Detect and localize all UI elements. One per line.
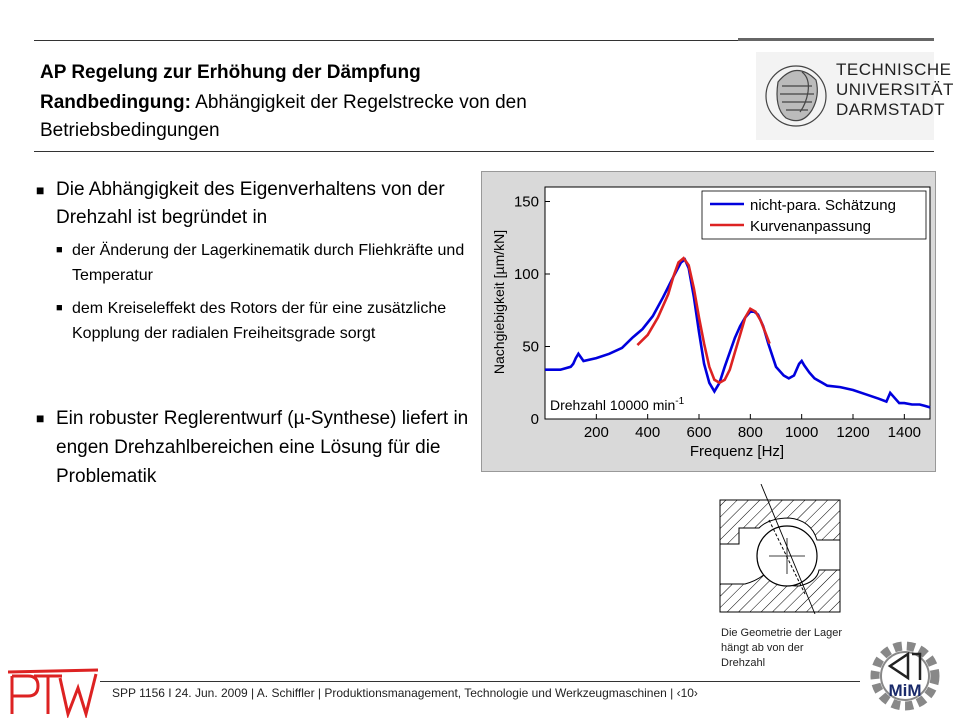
bullet-text: der Änderung der Lagerkinematik durch Fliehkräfte und Temperatur	[72, 242, 465, 284]
y-tick-label: 150	[513, 193, 539, 211]
bullet-main-1	[36, 176, 476, 232]
chart-annotation	[550, 396, 685, 413]
x-tick-label: 400	[635, 424, 661, 441]
x-axis-label: Frequenz [Hz]	[689, 443, 785, 460]
legend-label-kurvenanpassung: Kurvenanpassung	[750, 218, 871, 235]
slide-subtitle	[40, 92, 527, 114]
bullet-marker: ■	[36, 410, 45, 426]
subtitle-rest: Abhängigkeit der Regelstrecke von den	[190, 92, 527, 113]
bullet-text: dem Kreiseleffekt des Rotors der für eine zusätzliche Kopplung der radialen Freiheitsgrade sorgt	[72, 300, 447, 342]
slide-title: AP Regelung zur Erhöhung der Dämpfung	[40, 62, 421, 83]
annotation-superscript: -1	[675, 396, 685, 407]
title-underline	[34, 151, 934, 152]
bullet-sub-2	[56, 296, 466, 346]
bullet-text: Die Abhängigkeit des Eigenverhaltens von der Drehzahl ist begründet in	[56, 179, 445, 228]
y-tick-label: 0	[530, 411, 539, 428]
mim-logo	[864, 636, 946, 716]
frf-chart-panel	[481, 171, 936, 472]
bullet-sub-1	[56, 238, 466, 288]
x-tick-label: 1400	[887, 424, 922, 441]
x-tick-label: 200	[583, 424, 609, 441]
header-rule-accent	[738, 38, 934, 41]
x-tick-label: 1200	[836, 424, 870, 441]
mim-label: MiM	[888, 681, 922, 700]
footer-text: SPP 1156 I 24. Jun. 2009 | A. Schiffler | Produktionsmanagement, Technologie und Werkzeugmaschinen | ‹10›	[112, 686, 698, 700]
bullet-text: Ein robuster Reglerentwurf (µ-Synthese) liefert in engen Drehzahlbereichen eine Lösung für die Problematik	[56, 408, 469, 487]
ptw-logo	[8, 666, 98, 718]
legend	[702, 191, 926, 239]
subtitle-bold: Randbedingung:	[40, 92, 191, 113]
legend-label-schaetzung: nicht-para. Schätzung	[750, 197, 896, 214]
logo-line-1: TECHNISCHE	[836, 60, 952, 79]
bullet-marker: ■	[36, 182, 45, 198]
footer-rule	[100, 681, 860, 682]
x-tick-label: 800	[737, 424, 763, 441]
slide-subtitle-line2: Betriebsbedingungen	[40, 120, 220, 141]
y-tick-label: 100	[513, 266, 539, 283]
x-tick-label: 1000	[784, 424, 819, 441]
tu-darmstadt-wordmark	[836, 60, 954, 120]
bullet-marker: ■	[56, 244, 63, 256]
x-tick-label: 600	[686, 424, 712, 441]
logo-line-2: UNIVERSITÄT	[836, 80, 954, 99]
bullet-marker: ■	[56, 302, 63, 314]
y-axis-label: Nachgiebigkeit [µm/kN]	[491, 229, 507, 375]
bearing-geometry-sketch	[719, 484, 843, 614]
bearing-caption: Die Geometrie der Lager hängt ab von der Drehzahl	[721, 627, 843, 669]
annotation-text: Drehzahl 10000 min	[550, 397, 676, 413]
frf-chart	[482, 172, 935, 471]
y-tick-label: 50	[522, 338, 539, 356]
logo-line-3: DARMSTADT	[836, 100, 946, 119]
bullet-main-2	[36, 404, 476, 491]
